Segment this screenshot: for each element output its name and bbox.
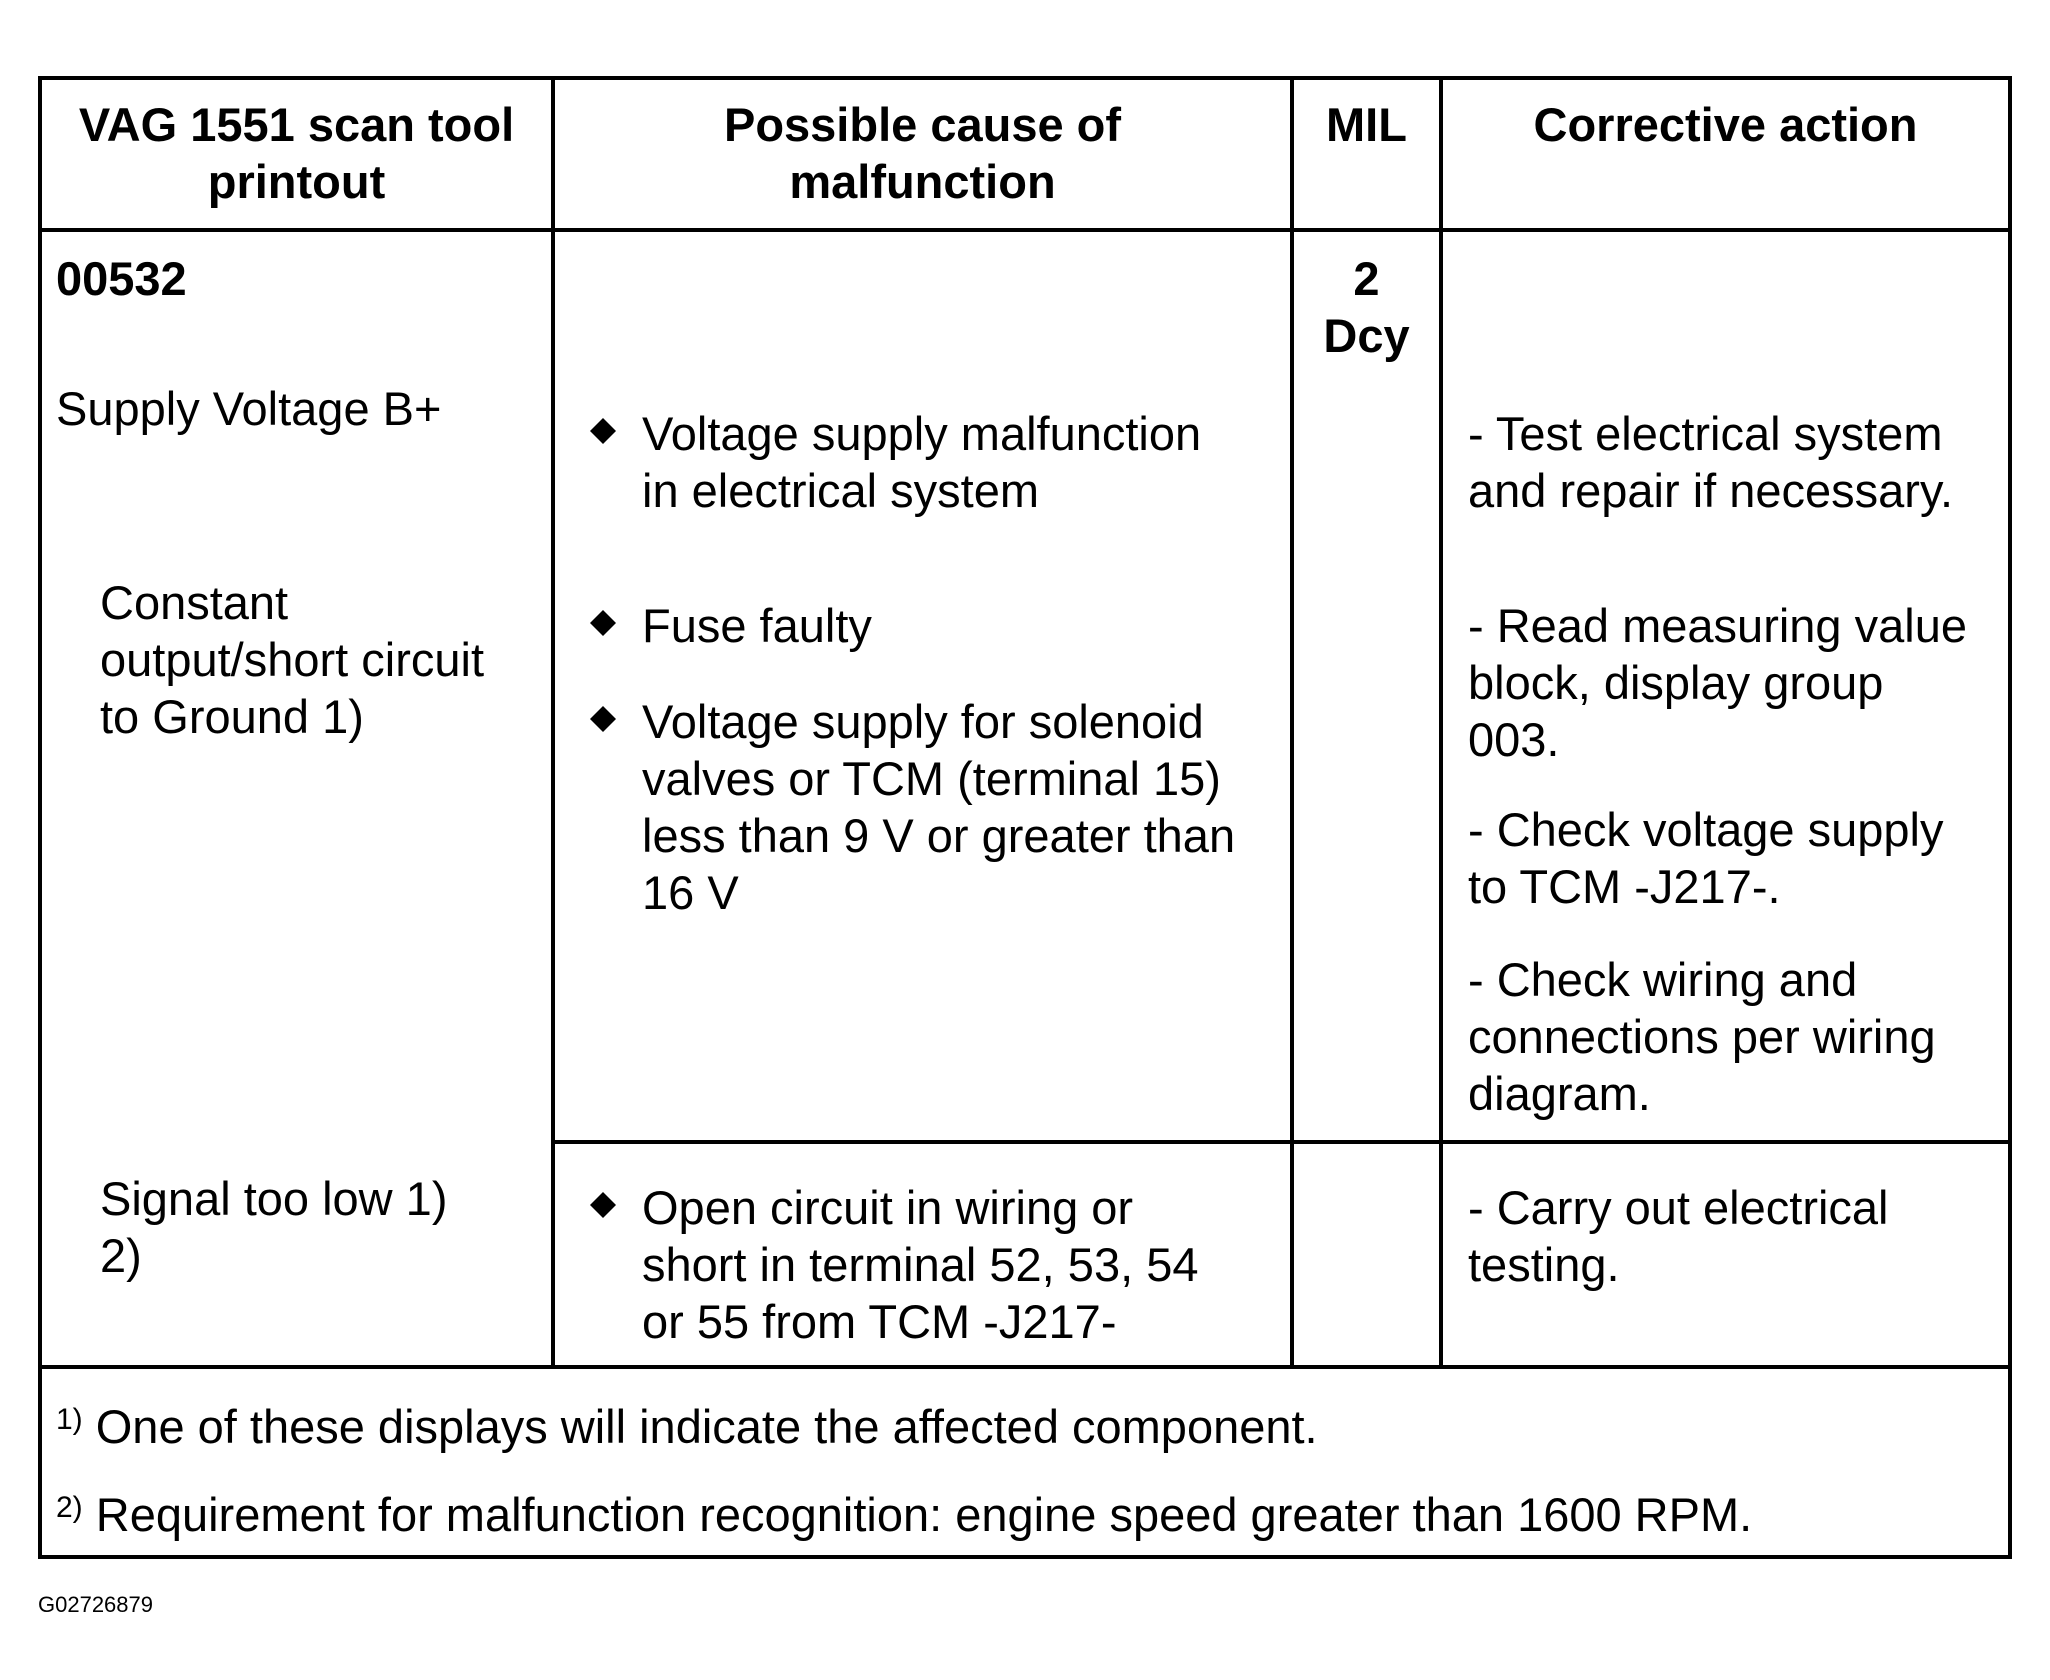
diamond-bullet-icon [590, 706, 616, 732]
footnote-text: One of these displays will indicate the affected component. [95, 1400, 1318, 1453]
footnote-1 [56, 1398, 1318, 1462]
header-divider [38, 228, 2012, 232]
figure-id: G02726879 [38, 1592, 153, 1617]
footnote-mark: 2) [56, 1491, 83, 1524]
fault-type-constant-output: Constant output/short circuit to Ground 1) [100, 576, 485, 743]
footnote-divider [38, 1365, 2012, 1369]
cause-open-circuit: Open circuit in wiring or short in terminal 52, 53, 54 or 55 from TCM -J217- [642, 1181, 1199, 1348]
table-border-bottom [38, 1555, 2012, 1559]
action-read-measuring-value: - Read measuring value block, display group 003. [1468, 599, 1967, 766]
cause-voltage-supply-malfunction: Voltage supply malfunction in electrical system [642, 407, 1202, 517]
footnote-mark: 1) [56, 1403, 83, 1436]
table-border-top [38, 76, 2012, 80]
action-check-voltage-supply: - Check voltage supply to TCM -J217-. [1468, 803, 1944, 913]
fault-type-signal-too-low: Signal too low 1) 2) [100, 1172, 448, 1282]
action-test-electrical-system: - Test electrical system and repair if necessary. [1468, 407, 1954, 517]
row-divider [551, 1140, 2012, 1144]
action-carry-out-testing: - Carry out electrical testing. [1468, 1181, 1889, 1291]
action-check-wiring: - Check wiring and connections per wiring diagram. [1468, 953, 1936, 1120]
column-divider-3 [1439, 76, 1443, 1367]
column-divider-1 [551, 76, 555, 1367]
header-corrective-action: Corrective action [1533, 98, 1918, 151]
header-mil: MIL [1326, 98, 1407, 151]
fault-code: 00532 [56, 252, 187, 305]
header-scan-tool-printout: VAG 1551 scan tool printout [78, 98, 515, 208]
diamond-bullet-icon [590, 418, 616, 444]
header-possible-cause: Possible cause of malfunction [723, 98, 1122, 208]
table-border-left [38, 76, 42, 1559]
diamond-bullet-icon [590, 1192, 616, 1218]
table-border-right [2008, 76, 2012, 1559]
diamond-bullet-icon [590, 610, 616, 636]
component-name: Supply Voltage B+ [56, 382, 442, 435]
cause-voltage-solenoid-tcm: Voltage supply for solenoid valves or TCM (terminal 15) less than 9 V or greater than 16 V [642, 695, 1236, 919]
footnote-text: Requirement for malfunction recognition: engine speed greater than 1600 RPM. [95, 1488, 1753, 1541]
mil-value: 2 Dcy [1323, 252, 1410, 362]
footnote-2 [56, 1486, 1752, 1550]
cause-fuse-faulty: Fuse faulty [642, 599, 872, 652]
